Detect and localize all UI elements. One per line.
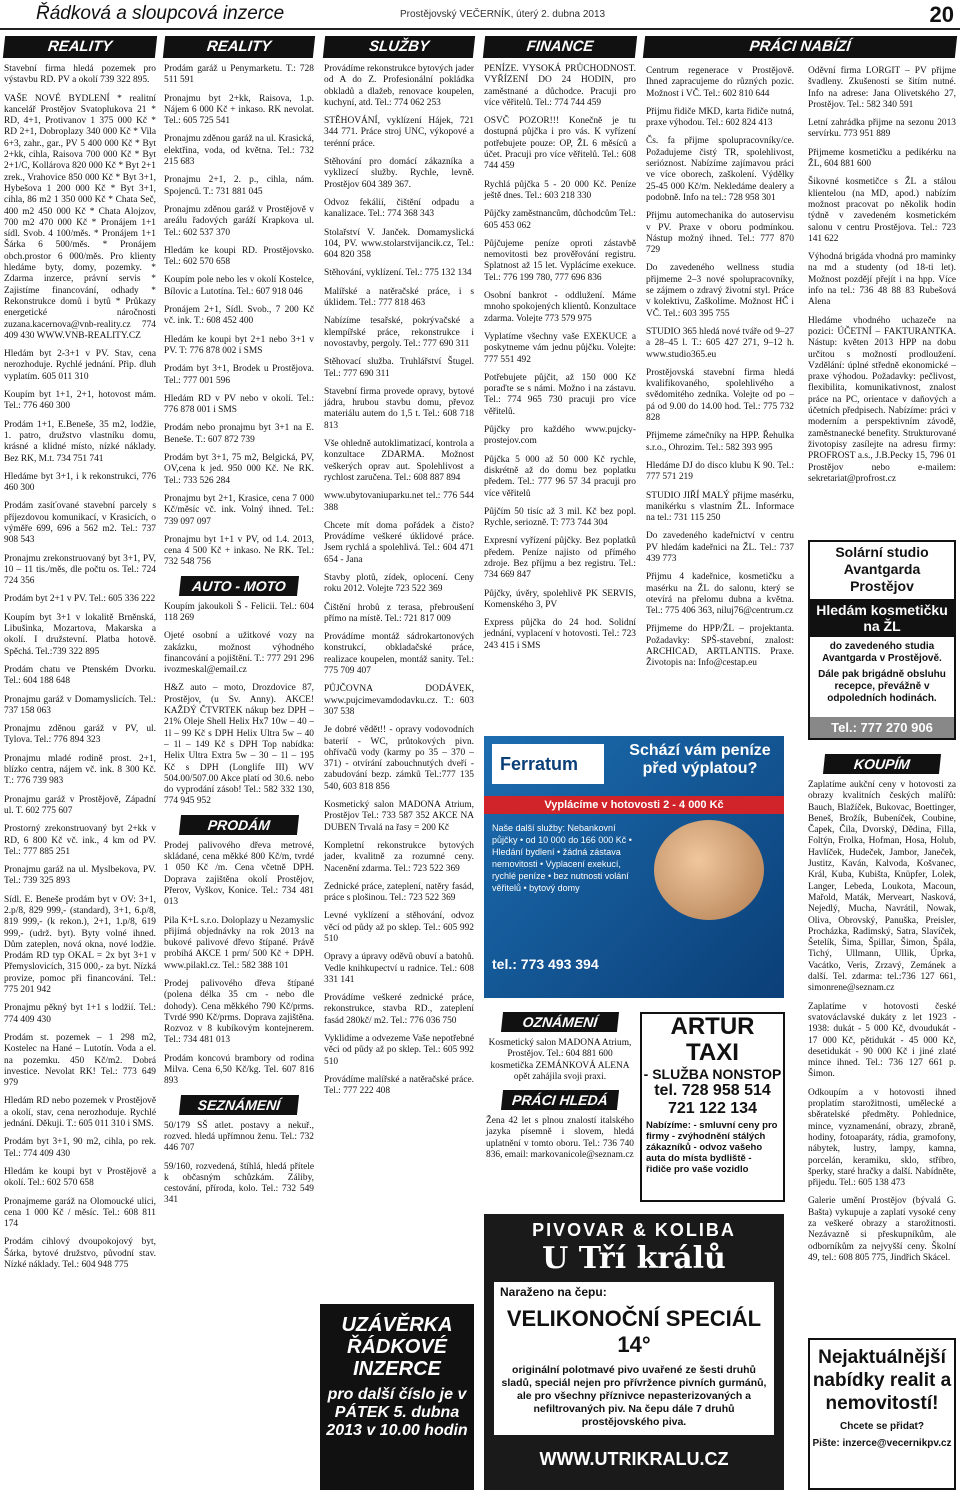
classified-ad: Hledáme vhodného uchazeče na pozici: ÚČETNÍ – FAKTURANTKA. Nástup: květen 2013 HPP na dobu určitou s možností prodloužení. Vzdělání: úplné středně ekonomické – praxe výhodou. Požadavky: pečlivost, flexibilita, komunikativnost, znalost práce na PC, orientace v daňových a účetních předpisech. Nabízíme: práci v moderním a perspektivním závodě, zaměstnanecké benefity. Strukturované životopisy zasílejte na adresu firmy: PROFROST a.s., J.B.Pecky 15, 796 01 Prostějov nebo e-mailem: sekretariat@profrost.cz [808,315,956,484]
classified-ad: STUDIO 365 hledá nové tváře od 9–27 a 28–45 l. T.: 605 427 271, 9–12 h. www.studio365.eu [646,326,794,360]
realty-promo-title: Nejaktuálnější nabídky realit a nemovitostí! [812,1347,952,1414]
solar-hire: Hledám kosmetičku na ŽL [810,599,954,637]
classified-ad: Hledám ke koupi byt 2+1 nebo 3+1 v PV. T: 776 878 002 i SMS [164,334,314,356]
classified-ad: Půjčky zaměstnancům, důchodcům Tel.: 605 453 062 [484,209,636,231]
classified-ad: Koupím jakoukoli Š - Felicii. Tel.: 604 118 269 [164,601,314,623]
classified-ad: Galerie umění Prostějov (bývalá G. Bašta) vykupuje a zaplatí vysoké ceny za veškeré obrazy a starožitnosti. Nezávazně si přeskupníkům, ale odborníkům za nejvyšší ceny. Školní 49, tel.: 608 805 775, Jindřich Skácel. [808,1196,956,1263]
classified-ad: Pronajmu garáž na ul. Myslbekova, PV. Tel.: 739 325 893 [4,865,156,887]
classified-ad: Prodám cihlový dvoupokojový byt, Šárka, bytové družstvo, původní stav. Nízké náklady. Tel.: 604 948 775 [4,1237,156,1271]
classified-ad: Stěhovací služba. Truhlářství Štugel. Tel.: 777 690 311 [324,357,474,379]
classified-ad: Půjčka 5 000 až 50 000 Kč rychle, diskrétně až do domu bez poplatku předem. Tel.: 777 96 57 34 pracuji pro více věřitelů [484,454,636,499]
classified-ad: Šikovné kosmetičce s ŽL a stálou klientelou (na MD, apod.) nabízím možnost pracovat po několik hodin týdně v zavedeném kosmetickém salonu v centru Prostějova. Tel.: 723 141 622 [808,177,956,244]
ferratum-band: Vyplácíme v hotovosti 2 - 4 000 Kč [484,796,784,814]
solar-name: Solární studio Avantgarda Prostějov [835,544,929,594]
section-koupim: KOUPÍM [823,754,941,774]
classified-ad: Půjčím 50 tisíc až 3 mil. Kč bez popl. Rychle, seriozně. T: 773 744 304 [484,506,636,529]
classified-ad: Půjčky pro každého www.pujcky-prostejov.com [484,425,636,447]
classified-ad: Koupím byt 1+1, 2+1, hotovost mám. Tel.: 776 460 300 [4,390,156,412]
classified-ad: Expresní vyřízení půjčky. Bez poplatků předem. Peníze najisto od přímého zdroje. Bez příjmu a bez registru. Tel.: 734 669 847 [484,536,636,581]
classified-ad: PENÍZE. VYSOKÁ PRŮCHODNOST. VYŘÍZENÍ DO 24 HODIN, pro zaměstnané a důchodce. Pracuji pro více věřitelů. Tel.: 774 744 459 [484,64,636,108]
classified-ad: Provádíme malířské a natěračské práce. Tel.: 777 222 408 [324,1074,474,1097]
ferratum-photo [654,820,764,920]
classified-ad: Stavební firma provede opravy, bytové jádra, hrubou stavbu domu, převoz materiálu autem do 1,5 t. Tel.: 608 718 813 [324,386,474,431]
ferratum-logo: Ferratum [492,744,604,784]
classified-ad: Stěhování pro domácí zákazníka a vyklizecí služby. Rychle, levně. Prostějov 604 389 367. [324,157,474,190]
column-prace-1 [644,66,796,677]
classifieds-list-koupim [806,780,958,1264]
classified-ad: Hledám RD v PV nebo v okolí. Tel.: 776 878 001 i SMS [164,393,314,416]
classified-ad: Zednické práce, zateplení, natěry fasád, práce s plošinou. Tel.: 723 522 369 [324,881,474,904]
section-prace-hleda: PRÁCI HLEDÁ [501,1090,619,1110]
classified-ad: H&Z auto – moto, Drozdovice 87, Prostějov, (u Sv. Anny). AKCE! KAŽDÝ ČTVRTEK nákup bez DPH – 21% Oleje Shell Helix Hx7 10w – 40 – 1l – 99 Kč s DPH Helix Ultra 5w – 40 – 1l – 149 Kč s DPH Top nabídka: Helix Ultra Extra 5w – 30 – 1l – 195 Kč s DPH (Longlife III) WV 504.00/507.00 Akce platí od 30.6. nebo do vyprodání zásob! Tel.: 582 332 130, 774 945 952 [164,683,314,807]
classified-ad: Pronajmu zděnou garáž na ul. Krasická, elektřina, voda, od května. Tel.: 732 215 683 [164,134,314,168]
classified-ad: Prodám chatu ve Ptenském Dvorku. Tel.: 604 188 648 [4,664,156,687]
section-reality-2: REALITY [163,36,315,58]
ferratum-services: Naše další služby: Nebankovní půjčky • od 10 000 do 166 000 Kč • Hledání bydlení • žádná zástava nemovitosti • Vyplacení exekucí, rychlé peníze • bez nutnosti volání věřitelů • bytový domy [492,823,632,893]
section-seznameni: SEZNÁMENÍ [179,1095,299,1115]
realty-promo-ask: Chcete se přidat? [840,1421,924,1432]
classified-ad: Potřebujete půjčit, až 150 000 Kč poraďte se s námi. Možno i na zástavu. Tel.: 774 965 730 pracuji pro více věřitelů. [484,372,636,417]
classified-ad: Express půjčka do 24 hod. Solidní jednání, vyplacení v hotovosti. Tel.: 723 243 415 i SMS [484,618,636,651]
column-prace-2 [806,66,958,492]
classified-ad: Do zavedeného kadeřnictví v centru PV hledám kadeřnici na ŽL. Tel.: 737 439 773 [646,531,794,564]
solar-more: Dále pak brigádně obsluhu recepce, převážně v odpoledních hodinách. [818,669,946,704]
classified-ad: Chcete mít doma pořádek a čisto? Provádíme veškeré úklidové práce. Jsem rychlá a spolehlivá. Tel.: 604 471 654 - Jana [324,520,474,565]
classified-ad: OSVČ POZOR!!! Konečně je tu dostupná půjčka i pro vás. K vyřízení potřebujete pouze: OP, ŽL 6 měsíců a účet. Pracuji pro více věřitelů. Tel.: 608 744 459 [484,116,636,172]
beer-special: VELIKONOČNÍ SPECIÁL 14° [494,1302,774,1362]
section-reality-1: REALITY [3,36,157,58]
classified-ad: Čs. fa přijme spolupracovníky/ce. Požadujeme čistý TR, spolehlivost, serióznost. Nabízíme zajímavou práci ve více oborech, zaškolení. Výdělky 25-45 000 Kč/m. Nekledáme dealery a podobně. Info na tel.: 728 958 301 [646,136,794,203]
classified-ad: Pronajmu garáž v Prostějově, Západní ul. T. 602 775 607 [4,794,156,816]
ferratum-phone: tel.: 773 493 394 [492,956,599,972]
classified-ad: Ojeté osobní a užitkové vozy na zakázku, možnost výhodného financování a pojištění. T.: 777 291 296 ivozmeskal@email.cz [164,631,314,676]
classified-ad: Prostorný zrekonstruovaný byt 2+kk v RD, 6 800 Kč vč. ink., 4 km od PV. Tel.: 777 885 251 [4,824,156,857]
classifieds-list-2 [162,64,316,1207]
classified-ad: Letní zahrádka přijme na sezonu 2013 servírku. 773 951 889 [808,118,956,140]
deadline-box [320,1304,474,1490]
classified-ad: Pronajmu zděnou garáž v Prostějově v areálu řadových garáží Krapkova ul. Tel.: 602 537 370 [164,204,314,238]
prace-hleda-text: Žena 42 let s plnou znalostí italského jazyka písemně i slovem, hledá uplatnění v tomto oboru. Tel.: 736 740 836, email: markovanicole@seznam.cz [486,1116,634,1161]
classified-ad: Výhodná brigáda vhodná pro maminky na md a studenty (od 18-ti let). Možnost pozdějí přejít i na hpp. Více info na tel.: 736 48 88 83 Rubešová Alena [808,252,956,308]
classifieds-list-3 [322,64,476,1098]
header-title: Řádková a sloupcová inzerce [36,3,285,24]
classified-ad: Prodám garáž u Penymarketu. T.: 728 511 591 [164,64,314,86]
classified-ad: Prodám byt 3+1, 90 m2, cihla, po rek. Tel.: 774 409 430 [4,1137,156,1159]
classified-ad: Přijmu automechanika do autoservisu v PV. Praxe v oboru podmínkou. Nástup možný ihned. Tel.: 777 870 729 [646,211,794,256]
classified-ad: Hledám ke koupi RD. Prostějovsko. Tel.: 602 570 658 [164,245,314,268]
deadline-sub: pro další číslo je v PÁTEK 5. dubna 2013 v 10.00 hodin [326,1386,468,1439]
header-issue: Prostějovský VEČERNÍK, úterý 2. dubna 2013 [400,9,606,20]
classified-ad: 59/160, rozvedená, štíhlá, hledá přítele k občasným schůzkám. Záliby, cestování, příroda, kolo. Tel.: 732 549 341 [164,1161,314,1206]
classified-ad: Pronajmu zrekonstruovaný byt 3+1, PV, 10 – 11 tis./měs, dle počtu os. Tel.: 724 724 356 [4,553,156,587]
ferratum-ad [484,736,784,998]
section-sluzby: SLUŽBY [323,36,475,58]
classified-ad: Opravy a úpravy oděvů obuví a batohů. Vedle knihkupectví u radnice. Tel.: 608 331 141 [324,952,474,985]
classified-ad: VAŠE NOVÉ BYDLENÍ * realitní kancelář Prostějov Svatoplukova 21 * RD, 4+1, Protivanov 1 375 000 Kč * RD 2+1, Dobroplazy 340 000 Kč * Vila 6+3, zahr., gar., PV 5 400 000 Kč * Byt 2+kk, cihla, Raisova 700 000 Kč * Byt 2+1/C, Kollárova 820 000 Kč * Byt 2+1 zrek., Vrahovice 850 000 Kč * Byt 3+1, Hybešova 1 200 000 Kč * Byt 3+1, cihla, 86 m2 1 350 000 Kč * Chata Seč, 400 m2 450 000 Kč * Chata Alojzov, 700 m2 470 000 Kč * Pronájem 1+1 sídl. Svob. 4 100/měs. * Pronájem 1+1 Šárka 6 500/měs. * Pronájem obch.prostor 6 000/měs. Pro klienty hledáme byty, domy, pozemky. * Zdarma inzerce, právní servis * Zajistíme financování, odhady * Rekonstrukce domů i bytů * Průkazy energetické náročnosti zuzana.kacernova@vnb-reality.cz 774 409 430 WWW.VNB-REALITY.CZ [4,93,156,341]
classified-ad: Levné vyklízení a stěhování, odvoz věcí od půdy až po sklep. Tel.: 605 992 510 [324,911,474,944]
classified-ad: Hledáme byt 3+1, i k rekonstrukci, 776 460 300 [4,471,156,494]
classified-ad: Pronajmu garáž v Domamyslicích. Tel.: 737 158 063 [4,694,156,716]
classifieds-list-5 [644,66,796,670]
beer-sub: U Tří králů [542,1241,726,1276]
classified-ad: Prodej palivového dřeva štípané (polena délka 35 cm - nebo dle dohody). Cena měkkého 790 Kč/prms. Tvrdé 990 Kč/prms. Doprava zajištěna. Rozvoz v 8 kubíkovým kontejnerem. Tel.: 734 481 013 [164,979,314,1046]
classified-ad: Odkoupím a v hotovosti ihned proplatím starožitnosti, umělecké a sběratelské předměty. Pohlednice, mince, vyznamenání, obrazy, zbraně, hodiny, fotoaparáty, rádia, gramofony, nábytek, lustry, lampy, kamna, porcelán, keramiku, sklo, stříbro, šperky, staré hračky a další. Nabídněte, přijedu. Tel.: 605 138 473 [808,1087,956,1189]
classified-ad: Stolařství V. Janček. Domamyslická 104, PV. www.stolarstvijancik.cz, Tel.: 604 820 358 [324,227,474,261]
classified-ad: Oděvní firma LORGIT – PV přijme švadleny. Zkušenosti se šitím nutné. Info na adrese: Jana Olivetského 27, Prostějov. Tel.: 582 340 591 [808,66,956,110]
classified-ad: Koupím byt 3+1 v lokalitě Brněnská, Libušinka, Mozartova, Makarska a okolí. I družstevní. Platba hotově. Spěchá. Tel.:739 322 895 [4,612,156,657]
classified-ad: Nabízíme tesařské, pokrývačské a klempířské práce, rekonstrukce i novostavby, pergoly. Tel.: 777 690 311 [324,316,474,349]
solar-studio-ad [808,540,956,740]
classified-ad: Malířské a natěračské práce, i s úklidem. Tel.: 777 818 463 [324,286,474,309]
classified-ad: Prodám byt 3+1, 75 m2, Belgická, PV, OV,cena k jed. 950 000 Kč. Ne RK. Tel.: 733 526 284 [164,453,314,486]
classified-ad: Přijmeme zámečníky na HPP. Řehulka s.r.o., Ohrozim. Tel.: 582 393 995 [646,431,794,453]
classified-ad: Půjčujeme peníze oproti zástavbě nemovitosti bez prověřování registru. Splatnost až 15 let. Vyplácíme exekuce. Tel.: 776 199 780, 777 696 836 [484,238,636,283]
classified-ad: Hledám byt 2-3+1 v PV. Stav, cena nerozhoduje. Rychlé jednání. Přip. dluh vyplatím. 605 011 310 [4,349,156,382]
classified-ad: Půjčky, úvěry, spolehlivě PK SERVIS, Komenského 3, PV [484,588,636,610]
classified-ad: Kompletní rekonstrukce bytových jader, kvalitně za rozumné ceny. Nacenění zdarma. Tel.: 723 522 369 [324,840,474,874]
section-finance: FINANCE [483,36,637,58]
classified-ad: Pronajmu mladé rodině prost. 2+1, blízko centra, nájem vč. ink. 8 300 Kč. T.: 776 739 983 [4,753,156,787]
classified-ad: Provádíme montáž sádrokartonových konstrukcí, obkladačské práce, realizace koupelen, montáž sanity. Tel.: 775 709 407 [324,632,474,677]
page-header [0,0,960,30]
deadline-title: UZÁVĚRKA ŘÁDKOVÉ INZERCE [341,1314,453,1380]
classified-ad: Prodám byt 3+1, Brodek u Prostějova. Tel.: 777 001 596 [164,364,314,386]
column-finance [482,36,638,659]
classified-ad: Hledáme DJ do disco klubu K 90. Tel.: 777 571 219 [646,460,794,483]
taxi-phone-2: 721 122 134 [668,1100,757,1117]
realty-promo-box [808,1338,956,1490]
classified-ad: Stěhování, vyklízení. Tel.: 775 132 134 [324,268,472,279]
classified-ad: Přijmu 4 kadeřnice, kosmetičku a masérku na ŽL do salonu, který se otevírá na přelomu dubna a května. Tel.: 775 406 363, niluj76@centrum.cz [646,572,794,617]
koupim-block [806,750,958,1271]
page-number: 20 [929,2,954,27]
classified-ad: Prodám koncovú brambory od rodina Milva. Cena 6,50 Kč/kg. Tel. 607 816 893 [164,1053,314,1087]
classified-ad: STUDIO JIŘÍ MALÝ přijme masérku, manikérku s vlastním ŽL. Informace na tel.: 731 115 250 [646,490,794,524]
classified-ad: Provádíme rekonstrukce bytových jader od A do Z. Profesionální pokládka obkladů a dlažeb, renovace koupelen, kuchyní, atd. Tel.: 774 062 253 [324,64,474,108]
classified-ad: Hledám ke koupi byt v Prostějově a okolí. Tel.: 602 570 658 [4,1166,156,1189]
column-reality-1 [2,36,158,1278]
beer-name: PIVOVAR & KOLIBA [532,1220,736,1240]
column-reality-2 [162,36,316,1214]
classified-ad: www.ubytovaniuparku.net tel.: 776 544 388 [324,491,474,513]
classified-ad: Prodám zasíťované stavební parcely s příjezdovou komunikací, v Krasicích, o výměře 699, 696 a 562 m2. Tel.: 737 908 543 [4,501,156,546]
classified-ad: Prostějovská stavební firma hledá kvalifikovaného, spolehlivého a svědomitého zedníka. Volejte od po – pá od 9.00 do 14.00 hod. Tel.: 775 732 828 [646,367,794,424]
classified-ad: Je dobré vědět!! - opravy vodovodních baterií - WC, průtokových pivn. ohřívačů vody (karmy po 35 – 370 – 371) - otvírání zabouchnutých dveří - zabudování bezp. zámků Tel.:777 135 540, 603 818 856 [324,725,474,792]
beer-ad [484,1214,784,1490]
classified-ad: Do zavedeného wellness studia přijmeme 2–3 nové spolupracovníky, se zájmem o zdravý životní styl. Práce v kolektivu, Zaškolíme. Možnost HČ i VČ. Tel.: 603 395 755 [646,263,794,319]
classified-ad: Pronajmeme garáž na Olomoucké ulici, cena 1 000 Kč / měsíc. Tel.: 608 811 174 [4,1196,156,1230]
classified-ad: Provádíme veškeré zednické práce, rekonstrukce, stavba RD., zateplení fasád 280kč/ m2. Tel.: 776 036 750 [324,993,474,1026]
classified-ad: Pronajmu byt 2+kk, Raisova, 1.p. Nájem 6 000 Kč + inkaso. RK nevolat. Tel.: 605 725 541 [164,93,314,127]
classified-ad: Pronájem 2+1, Sídl. Svob., 7 200 Kč vč. ink. T.: 608 452 400 [164,305,314,327]
classified-ad: PŮJČOVNA DODÁVEK, www.pujcimevamdodavku.cz. T.: 603 307 538 [324,684,474,717]
section-prace-nabizi: PRÁCI NABÍZÍ [643,36,957,58]
oznameni-block [484,1008,636,1168]
classified-ad: Koupím pole nebo les v okolí Kostelce, Bílovic a Lutotína. Tel.: 607 918 046 [164,275,314,297]
classified-ad: Stavby plotů, zídek, oplocení. Ceny roku 2012. Volejte 723 522 369 [324,572,474,595]
section-prodam: PRODÁM [179,815,299,835]
classified-ad: Prodám 1+1, E.Beneše, 35 m2, lodžie, 1. patro, družstvo vlastníku domu, krásné a klidné místo, nízké náklady. Bez RK, M.t. 734 751 741 [4,419,156,464]
classified-ad: Centrum regenerace v Prostějově. Ihned zapracujeme do různých pozic. Možnost i VČ. Tel.: 602 810 644 [646,66,794,99]
realty-promo-mail[interactable]: Pište: inzerce@vecernikpv.cz [812,1438,952,1449]
classified-ad: Prodám st. pozemek – 1 298 m2, Kostelec na Hané – Lutotín. Voda a el. na pozemku. 450 Kč/m2. Dobrá investice. Nevolat RK! Tel.: 773 649 979 [4,1032,156,1089]
beer-desc: originální polotmavé pivo uvařené ze šesti druhů sladů, speciál nejen pro přívržence pivních gurmánů, ale pro všechny příznivce nepasterizovaných a nefiltrovaných piv. Na čepu dále 7 druhů prostějovského piva. [494,1362,774,1435]
taxi-sub: - SLUŽBA NONSTOP [643,1066,782,1082]
classified-ad: Pronajmu byt 1+1 v PV, od 1.4. 2013, cena 4 500 Kč + inkaso. Ne RK. Tel.: 732 548 756 [164,534,314,568]
solar-where: do zavedeného studia Avantgarda v Prostějově. [822,641,942,664]
column-prace-header [642,36,958,64]
classified-ad: Pronajmu zděnou garáž v PV, ul. Tylova. Tel.: 776 894 323 [4,724,156,746]
classified-ad: Kosmetický salon MADONA Atrium, Prostějov Tel.: 733 587 352 AKCE NA DUBEN Trvalá na řasy = 200 Kč [324,800,474,833]
classified-ad: Vše ohledně autoklimatizací, kontrola a konzultace ZDARMA. Možnost veškerých oprav aut. Spolehlivost a rychlost zaručena. Tel.: 608 887 894 [324,439,474,483]
classified-ad: Přijmeme do HPP/ŽL – projektanta. Požadavky: SPŠ-stavební, znalost: ARCHICAD, ARTLANTIS. Praxe. Životopis na: Info@cestap.eu [646,624,794,669]
classified-ad: Pronajmu 2+1, 2. p., cihla, nám. Spojenců. T.: 731 881 045 [164,175,314,197]
classified-ad: Vyplatíme všechny vaše EXEKUCE a poskytneme vám jednu půjčku. Volejte: 777 551 492 [484,331,636,365]
classified-ad: Odvoz fekálií, čištění odpadu a kanalizace. Tel.: 774 368 343 [324,197,474,220]
beer-tapped: Naraženo na čepu: [494,1282,774,1302]
section-auto-moto: AUTO - MOTO [179,576,299,596]
taxi-offer: Nabízíme: - smluvní ceny pro firmy - zvýhodnění stálých zákazníků - odvoz vašeho auta do místa bydliště - řidiče pro vaše vozidlo [646,1120,778,1175]
classified-ad: Prodám nebo pronajmu byt 3+1 na E. Beneše. T.: 607 872 739 [164,423,314,445]
classified-ad: Pronajmu byt 2+1, Krasice, cena 7 000 Kč/měsíc vč. ink. Volný ihned. Tel.: 739 097 097 [164,493,314,527]
classified-ad: Pronajmu pěkný byt 1+1 s lodžií. Tel.: 774 409 430 [4,1003,156,1025]
classified-ad: STĚHOVÁNÍ, vyklízení Hájek, 721 344 771. Práce stroj UNC, výkopové a terénní práce. [324,116,474,149]
classified-ad: Přijmeme kosmetičku a pedikérku na ŽL, 604 881 600 [808,147,956,170]
classified-ad: Prodám byt 2+1 v PV. Tel.: 605 336 222 [4,594,156,605]
column-sluzby [322,36,476,1105]
classified-ad: Osobní bankrot - oddlužení. Máme mnoho spokojených klientů. Konzultace zdarma. Volejte 773 579 975 [484,291,636,324]
section-oznameni: OZNÁMENÍ [501,1012,619,1032]
classifieds-list-1 [2,64,158,1271]
classified-ad: Pila K+L s.r.o. Doloplazy u Nezamyslic přijímá objednávky na rok 2013 na bukové palivové dřevo štípané. Právě probíhá AKCE 1 prm/ 500 Kč + DPH. www.pilakl.cz. Tel.: 582 388 101 [164,915,314,971]
ferratum-headline: Schází vám peníze před výplatou? [629,742,771,777]
oznameni-text: Kosmetický salon MADONA Atrium, Prostějov. Tel.: 604 881 600 kosmetička ZEMÁNKOVÁ ALENA opět zahájila svoji praxi. [488,1038,632,1082]
classifieds-list-6 [806,66,958,485]
taxi-name: ARTUR TAXI [670,1013,755,1066]
classified-ad: Rychlá půjčka 5 - 20 000 Kč. Peníze ještě dnes. Tel.: 603 218 330 [484,179,636,201]
classified-ad: Prodej palivového dřeva metrové, skládané, cena měkké 800 Kč/m, tvrdé 1 050 Kč /m. Cena včetně DPH. Doprava zajištěna okolí Prostějov, Přerov, Vyškov, Konice. Tel.: 734 481 013 [164,840,314,908]
classified-ad: Čištění hrobů z terasa, přebroušení přímo na místě. Tel.: 721 817 009 [324,602,474,624]
taxi-ad [640,1012,785,1202]
classified-ad: Hledám RD nebo pozemek v Prostějově a okolí, stav, cena nerozhoduje. Rychlé jednání. Děkuji. T.: 605 011 310 i SMS. [4,1096,156,1130]
classified-ad: Zaplatíme aukční ceny v hotovosti za obrazy kvalitních českých malířů: Bauch, Blažíček, Bukovac, Boettinger, Beneš, Brožík, Bubeníček, Coubine, Čapek, Čila, Dvorský, Dědina, Filla, Foltýn, Frolka, Hofman, Hosa, Holub, Havlíček, Hudeček, Jambor, Janeček, Justitz, Kaván, Kalvoda, Košvanec, Král, Kuba, Kubišta, Knüpfer, Lolek, Langer, Lebeda, Loukota, Macoun, Mařold, Maták, Merveart, Nasková, Nejedlý, Mucha, Navrátil, Nowak, Oliva, Obrovský, Panuška, Preisler, Procházka, Radimský, Satra, Slavíček, Šetelík, Šima, Špillar, Šimon, Špála, Tichý, Ullmann, Ullik, Úprka, Vacátko, Veris, Zrzavý, Zemánek a další. Tel. zdarma: tel.:736 127 661, simonrene@seznam.cz [808,780,956,994]
classified-ad: 50/179 SŠ atlet. postavy a nekuř., rozved. hledá upřímnou ženu. Tel.: 732 446 707 [164,1120,314,1154]
classified-ad: Sídl. E. Beneše prodám byt v OV: 3+1, 2.p/8, 829 999,- (standard), 3+1, 6.p/8, 819 999,- (k rekon.), 2+1, 1.p/8, 619 999,- (udrž. byt). Byty volné ihned. Dům zateplen, nová okna, nové lodžie. Prodám RD typ OKAL = 2x byt 3+1 v Přemyslovicích, 315 000,- za byt. Nízká provize, pomoc při financování. Tel.: 775 201 942 [4,894,156,996]
classified-ad: Přijmu řidiče MKD, karta řidiče nutná, praxe výhodou. Tel.: 602 824 413 [646,106,794,129]
classified-ad: Vyklidíme a odvezeme Vaše nepotřebné věci od půdy až po sklep. Tel.: 605 992 510 [324,1034,474,1067]
beer-web[interactable]: WWW.UTRIKRALU.CZ [539,1449,729,1469]
classifieds-list-4 [482,64,638,652]
solar-phone: Tel.: 777 270 906 [810,717,954,738]
classified-ad: Zaplatíme v hotovosti české svatováclavské dukáty z let 1923 - 1938: dukát - 5 000 Kč, dvoudukát - 17 000 Kč, pětidukát - 45 000 Kč, desetidukát - 90 000 Kč i jiné zlaté mince ihned. Tel.: 736 127 661 p. Šimon. [808,1001,956,1080]
classified-ad: Stavební firma hledá pozemek pro výstavbu RD. PV a okolí 739 322 895. [4,64,156,86]
taxi-phone-1: tel. 728 958 514 [654,1082,771,1099]
